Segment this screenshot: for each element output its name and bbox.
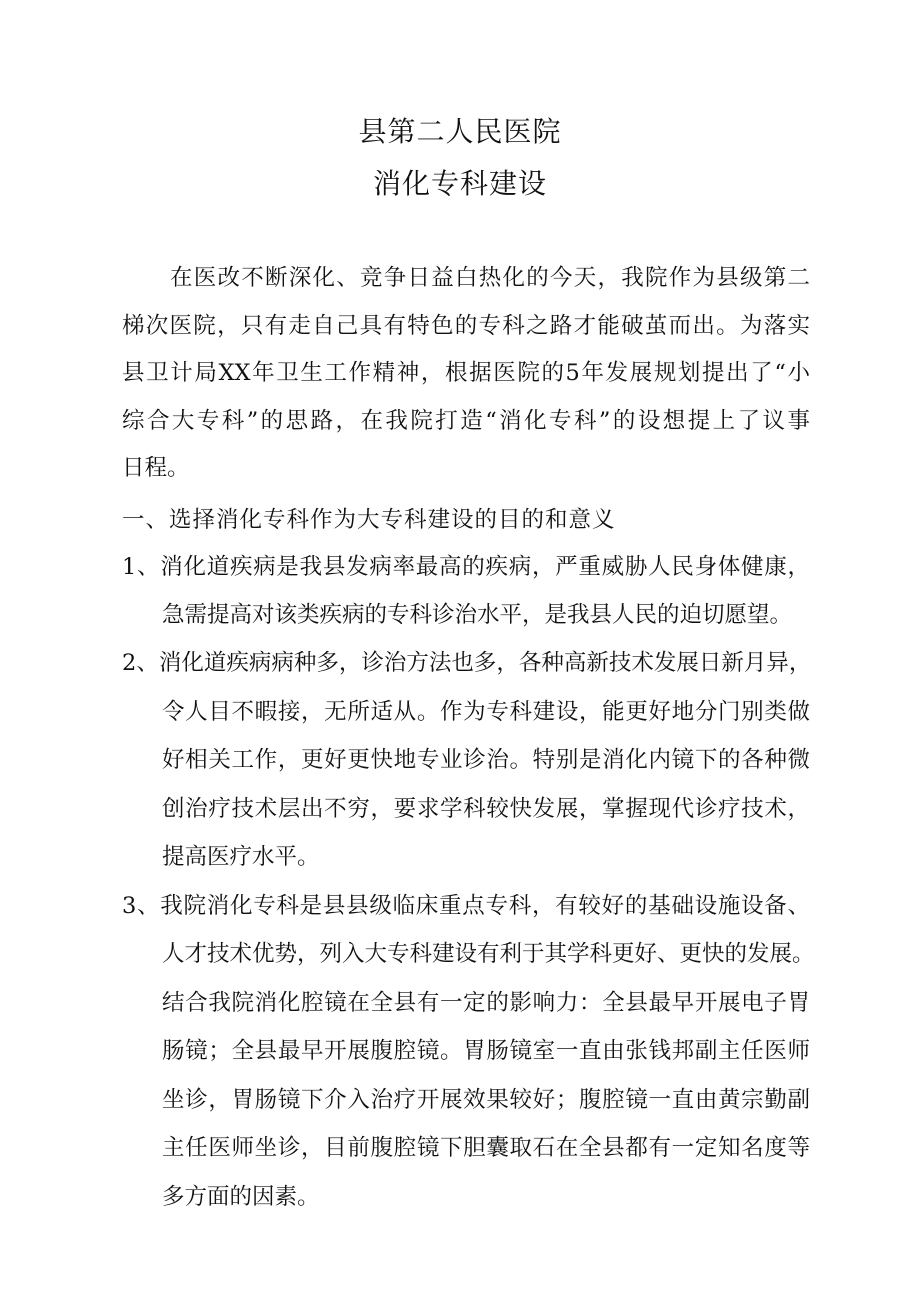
list-item-line: 好相关工作，更好更快地专业诊治。特别是消化内镜下的各种微 xyxy=(162,747,810,773)
list-item-line: 2、消化道疾病病种多，诊治方法也多，各种高新技术发展日新月异， xyxy=(122,650,812,676)
section-heading: 一、选择消化专科作为大专科建设的目的和意义 xyxy=(122,507,616,533)
list-item-line: 人才技术优势，列入大专科建设有利于其学科更好、更快的发展。 xyxy=(162,941,815,967)
list-item-line: 3、我院消化专科是县县级临床重点专科，有较好的基础设施设备、 xyxy=(122,893,810,919)
list-item-line: 令人目不暇接，无所适从。作为专科建设，能更好地分门别类做 xyxy=(162,699,810,725)
intro-line: 在医改不断深化、竞争日益白热化的今天，我院作为县级第二 xyxy=(170,265,810,291)
document-title-subject: 消化专科建设 xyxy=(372,167,547,200)
list-item-line: 1、消化道疾病是我县发病率最高的疾病，严重威胁人民身体健康， xyxy=(122,554,810,580)
list-item-line: 坐诊，胃肠镜下介入治疗开展效果较好；腹腔镜一直由黄宗勤副 xyxy=(162,1087,810,1113)
list-item-line: 提高医疗水平。 xyxy=(162,844,320,870)
list-item-line: 肠镜；全县最早开展腹腔镜。胃肠镜室一直由张钱邦副主任医师 xyxy=(162,1038,810,1064)
list-item-line: 急需提高对该类疾病的专科诊治水平，是我县人民的迫切愿望。 xyxy=(162,602,793,628)
intro-line: 综合大专科”的思路，在我院打造“消化专科”的设想提上了议事 xyxy=(122,408,810,434)
intro-line: 梯次医院，只有走自己具有特色的专科之路才能破茧而出。为落实 xyxy=(122,313,810,339)
intro-line: 县卫计局XX年卫生工作精神，根据医院的5年发展规划提出了“小 xyxy=(122,360,810,386)
list-item-line: 多方面的因素。 xyxy=(162,1184,320,1210)
list-item-line: 主任医师坐诊，目前腹腔镜下胆囊取石在全县都有一定知名度等 xyxy=(162,1135,810,1161)
document-title-hospital: 县第二人民医院 xyxy=(358,115,562,148)
intro-line: 日程。 xyxy=(122,455,190,481)
list-item-line: 创治疗技术层出不穷，要求学科较快发展，掌握现代诊疗技术， xyxy=(162,796,810,822)
list-item-line: 结合我院消化腔镜在全县有一定的影响力：全县最早开展电子胃 xyxy=(162,990,810,1016)
